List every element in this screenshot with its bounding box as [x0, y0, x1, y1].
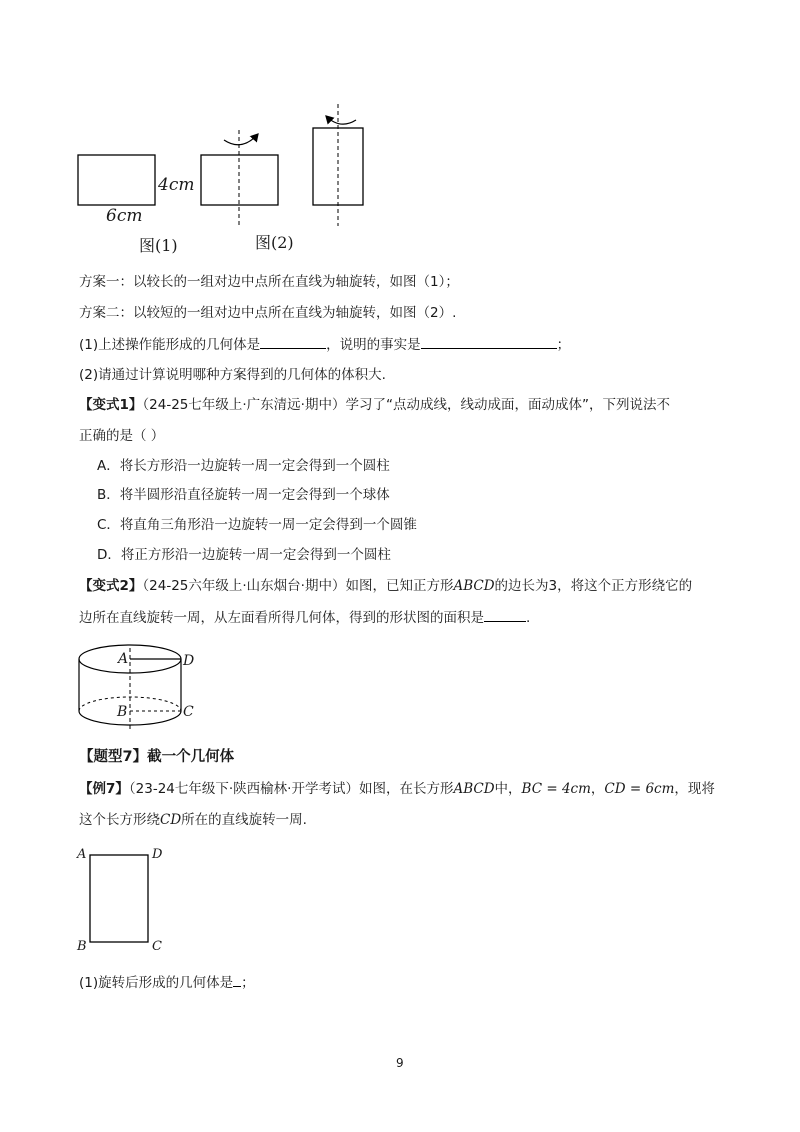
- variation-1-line-2: 正确的是（ ）: [79, 428, 165, 444]
- bc-length: BC = 4cm: [521, 781, 591, 797]
- page-number: 9: [396, 1056, 404, 1070]
- variation-2-text-2: 边所在直线旋转一周，从左面看所得几何体，得到的形状图的面积是: [79, 610, 484, 626]
- plan-one: 方案一：以较长的一组对边中点所在直线为轴旋转，如图（1）；: [79, 274, 459, 290]
- option-b[interactable]: B．将半圆形沿直径旋转一周一定会得到一个球体: [97, 487, 390, 503]
- variation-1-tag: 【变式1】: [79, 397, 143, 413]
- variation-1-text: （24-25七年级上·广东清远·期中）学习了“点动成线，线动成面，面动成体”，下列说法不: [142, 397, 670, 413]
- square-name: ABCD: [453, 578, 495, 594]
- rectangle-abcd: [90, 855, 148, 942]
- rect-label-a: A: [77, 847, 87, 862]
- fig1-height-label: 4cm: [158, 175, 195, 195]
- question-2: (2)请通过计算说明哪种方案得到的几何体的体积大.: [79, 367, 386, 383]
- section-heading: 【题型7】截一个几何体: [79, 749, 235, 765]
- rotation-figures: [70, 100, 380, 260]
- variation-2-line-2: [79, 608, 530, 627]
- question-1-mid: ，说明的事实是: [326, 337, 421, 353]
- option-c[interactable]: C．将直角三角形沿一边旋转一周一定会得到一个圆锥: [97, 517, 417, 533]
- rect-label-b: B: [77, 939, 87, 954]
- example-7-text-post: ，现将: [674, 781, 715, 797]
- answer-blank-2[interactable]: [421, 335, 557, 349]
- rect-label-d: D: [152, 847, 163, 862]
- question-1-text: (1)上述操作能形成的几何体是: [79, 337, 261, 353]
- cd-length: CD = 6cm: [604, 781, 675, 797]
- plan-two: 方案二：以较短的一组对边中点所在直线为轴旋转，如图（2）.: [79, 305, 457, 321]
- variation-2-text: （24-25六年级上·山东烟台·期中）如图，已知正方形: [142, 578, 454, 594]
- variation-2-end: .: [526, 610, 531, 626]
- option-d[interactable]: D．将正方形沿一边旋转一周一定会得到一个圆柱: [97, 547, 391, 563]
- rectangle-name: ABCD: [453, 781, 495, 797]
- example-7-zhong: 中，: [494, 781, 522, 797]
- fig1-width-label: 6cm: [106, 206, 143, 226]
- question-1-end: ；: [556, 337, 571, 353]
- example-7-text: （23-24七年级下·陕西榆林·开学考试）如图，在长方形: [128, 781, 454, 797]
- example-7-text-2: 这个长方形绕: [79, 812, 160, 828]
- variation-2-text-post: 的边长为3，将这个正方形绕它的: [494, 578, 693, 594]
- rect-label-c: C: [152, 939, 162, 954]
- fig2-caption: 图(2): [255, 233, 294, 252]
- fig1-rectangle: [78, 155, 155, 205]
- cylinder-label-c: C: [183, 704, 194, 720]
- answer-blank-3[interactable]: [484, 608, 526, 622]
- example-7-comma: ，: [590, 781, 605, 797]
- example-7-line-2: [79, 811, 307, 829]
- variation-2-line-1: [79, 577, 692, 595]
- cylinder-label-a: A: [118, 651, 129, 667]
- rotation-arrow-2: [326, 116, 356, 124]
- cylinder-label-d: D: [183, 653, 195, 669]
- cylinder-label-b: B: [117, 704, 128, 720]
- answer-blank-4[interactable]: [233, 973, 241, 987]
- answer-blank-1[interactable]: [260, 335, 326, 349]
- example-7-line-1: [79, 780, 715, 798]
- question-3-end: ；: [241, 975, 255, 991]
- example-7-tag: 【例7】: [79, 781, 129, 797]
- cd-name: CD: [160, 812, 182, 828]
- question-1: [79, 335, 570, 354]
- variation-1-line-1: [79, 396, 670, 414]
- question-3: [79, 973, 255, 992]
- rotation-arrow-1: [224, 134, 258, 145]
- variation-2-tag: 【变式2】: [79, 578, 143, 594]
- question-3-text: (1)旋转后形成的几何体是: [79, 975, 234, 991]
- option-a[interactable]: A．将长方形沿一边旋转一周一定会得到一个圆柱: [97, 458, 390, 474]
- fig1-caption: 图(1): [139, 236, 178, 255]
- rectangle-figure: [88, 853, 152, 945]
- example-7-text-2-post: 所在的直线旋转一周.: [181, 812, 307, 828]
